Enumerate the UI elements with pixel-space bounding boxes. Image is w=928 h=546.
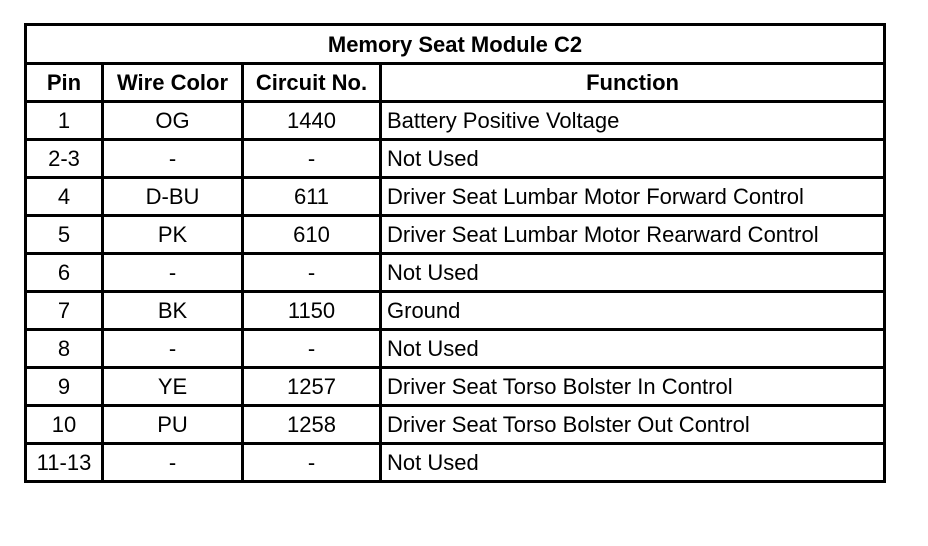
cell-circuit-no: - <box>243 444 381 482</box>
cell-circuit-no: - <box>243 254 381 292</box>
table-title-row <box>26 25 885 64</box>
cell-wire-color: YE <box>103 368 243 406</box>
cell-circuit-no: - <box>243 140 381 178</box>
cell-wire-color: D-BU <box>103 178 243 216</box>
cell-wire-color: - <box>103 330 243 368</box>
cell-circuit-no: 1257 <box>243 368 381 406</box>
cell-pin: 4 <box>26 178 103 216</box>
cell-pin: 8 <box>26 330 103 368</box>
table-row <box>26 140 885 178</box>
table-header-row <box>26 64 885 102</box>
header-pin: Pin <box>26 64 103 102</box>
table-row <box>26 292 885 330</box>
cell-wire-color: PK <box>103 216 243 254</box>
cell-pin: 11-13 <box>26 444 103 482</box>
cell-pin: 10 <box>26 406 103 444</box>
cell-wire-color: - <box>103 254 243 292</box>
cell-function: Driver Seat Lumbar Motor Rearward Control <box>381 216 885 254</box>
cell-wire-color: OG <box>103 102 243 140</box>
cell-circuit-no: 1150 <box>243 292 381 330</box>
table-row <box>26 254 885 292</box>
connector-table-container <box>24 23 883 483</box>
table-row <box>26 444 885 482</box>
cell-wire-color: BK <box>103 292 243 330</box>
cell-circuit-no: 1258 <box>243 406 381 444</box>
table-row <box>26 178 885 216</box>
cell-circuit-no: - <box>243 330 381 368</box>
table-row <box>26 406 885 444</box>
table-row <box>26 102 885 140</box>
cell-circuit-no: 610 <box>243 216 381 254</box>
cell-function: Not Used <box>381 140 885 178</box>
cell-function: Battery Positive Voltage <box>381 102 885 140</box>
cell-function: Ground <box>381 292 885 330</box>
cell-pin: 1 <box>26 102 103 140</box>
cell-pin: 9 <box>26 368 103 406</box>
cell-wire-color: PU <box>103 406 243 444</box>
cell-pin: 5 <box>26 216 103 254</box>
header-circuit-no: Circuit No. <box>243 64 381 102</box>
cell-pin: 2-3 <box>26 140 103 178</box>
cell-circuit-no: 1440 <box>243 102 381 140</box>
table-row <box>26 216 885 254</box>
cell-wire-color: - <box>103 444 243 482</box>
cell-function: Not Used <box>381 330 885 368</box>
table-row <box>26 368 885 406</box>
cell-function: Not Used <box>381 444 885 482</box>
cell-function: Driver Seat Torso Bolster Out Control <box>381 406 885 444</box>
table-title: Memory Seat Module C2 <box>26 25 885 64</box>
table-row <box>26 330 885 368</box>
connector-pinout-table <box>24 23 886 483</box>
cell-pin: 7 <box>26 292 103 330</box>
header-function: Function <box>381 64 885 102</box>
cell-function: Driver Seat Torso Bolster In Control <box>381 368 885 406</box>
cell-function: Not Used <box>381 254 885 292</box>
cell-wire-color: - <box>103 140 243 178</box>
header-wire-color: Wire Color <box>103 64 243 102</box>
cell-function: Driver Seat Lumbar Motor Forward Control <box>381 178 885 216</box>
cell-pin: 6 <box>26 254 103 292</box>
cell-circuit-no: 611 <box>243 178 381 216</box>
